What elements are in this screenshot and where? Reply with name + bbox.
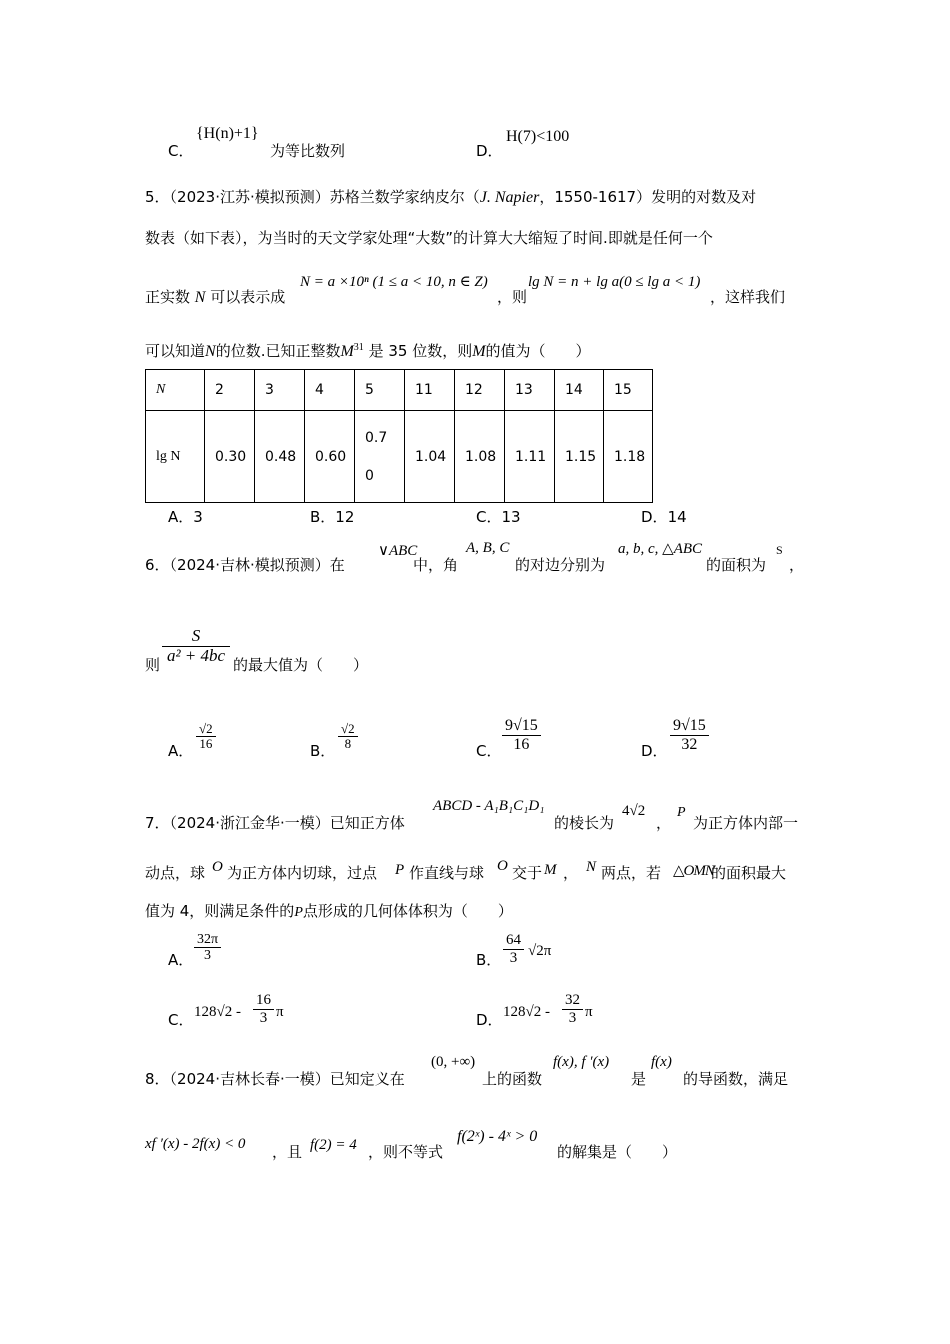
frac-num: 9√15 bbox=[670, 717, 709, 736]
table-cell: 0.30 bbox=[205, 411, 255, 503]
q7-triangle: △OMN bbox=[673, 863, 714, 879]
q6-option-b-fraction bbox=[338, 722, 358, 752]
table-cell: 14 bbox=[555, 370, 604, 411]
q5-text: 可以表示成 bbox=[210, 288, 286, 306]
q7-option-b-letter: B． bbox=[476, 951, 502, 969]
q5-text: 可以知道 bbox=[145, 342, 206, 360]
q8-text: 的导函数，满足 bbox=[683, 1070, 789, 1088]
frac-den: 3 bbox=[509, 949, 518, 966]
frac-den: 8 bbox=[344, 736, 352, 752]
option-letter: C． bbox=[476, 508, 502, 526]
q6-option-c-fraction bbox=[502, 717, 541, 753]
q6-option-b-letter: B． bbox=[310, 742, 336, 760]
option-value: 3 bbox=[193, 508, 203, 526]
table-cell: 5 bbox=[355, 370, 405, 411]
q8-line-1 bbox=[145, 1069, 405, 1089]
q5-source: （2023·江苏·模拟预测） bbox=[169, 188, 330, 206]
q7-text: 的面积最大 bbox=[711, 864, 787, 882]
q6-triangle: ∨ABC bbox=[378, 543, 418, 559]
q6-text: ， bbox=[789, 556, 805, 574]
q5-var-n: N bbox=[205, 343, 216, 360]
q7-var-p: P bbox=[677, 805, 686, 820]
q5-line-4 bbox=[145, 338, 591, 362]
q7-var-m: M bbox=[544, 862, 557, 878]
q7-option-c-letter: C． bbox=[168, 1011, 194, 1029]
q6-text: 则 bbox=[145, 656, 161, 674]
q7-option-b-tail: √2π bbox=[528, 943, 552, 959]
log-table bbox=[145, 369, 653, 503]
q6-area-s: S bbox=[776, 543, 783, 557]
q5-text: ，这样我们 bbox=[710, 288, 786, 306]
q7-option-d-letter: D． bbox=[476, 1011, 503, 1029]
table-cell: 13 bbox=[505, 370, 555, 411]
table-row bbox=[146, 411, 653, 503]
q6-text: 在 bbox=[329, 556, 345, 574]
frac-den: 16 bbox=[513, 735, 530, 753]
q7-text: 交于 bbox=[512, 864, 543, 882]
frac-num: √2 bbox=[338, 722, 358, 737]
q5-var-n: N bbox=[194, 289, 206, 306]
q6-option-a-fraction bbox=[196, 722, 216, 752]
q7-text: 的棱长为 bbox=[554, 814, 615, 832]
table-cell: 1.04 bbox=[405, 411, 455, 503]
q7-line-1 bbox=[145, 813, 405, 833]
q8-fx: f(x) bbox=[651, 1054, 672, 1070]
q6-frac-num: S bbox=[162, 627, 230, 647]
q7-text: 值为 4，则满足条件的 bbox=[145, 902, 295, 920]
q4-option-d-math: H(7)<100 bbox=[506, 128, 570, 145]
frac-den: 3 bbox=[568, 1009, 577, 1026]
frac-den: 16 bbox=[199, 736, 213, 752]
q7-var-o: O bbox=[497, 858, 508, 874]
q7-var-p: P bbox=[395, 862, 405, 878]
q7-option-d-tail: π bbox=[585, 1004, 593, 1020]
q4-option-c-math: {H(n)+1} bbox=[196, 125, 259, 142]
frac-num: 32π bbox=[194, 932, 221, 948]
q5-text: ，则 bbox=[497, 288, 528, 306]
q7-line-2a: 动点，球 bbox=[145, 864, 206, 882]
q5-line-3 bbox=[145, 287, 285, 308]
table-cell: 1.08 bbox=[455, 411, 505, 503]
q7-text: 为正方体内部一 bbox=[693, 814, 799, 832]
q6-number: 6． bbox=[145, 556, 170, 574]
frac-num: 32 bbox=[562, 992, 583, 1010]
q6-option-d-fraction bbox=[670, 717, 709, 753]
option-value: 14 bbox=[667, 508, 687, 526]
q6-option-d-letter: D． bbox=[641, 742, 668, 760]
q5-line-1 bbox=[145, 187, 756, 208]
q7-var-o: O bbox=[212, 859, 223, 875]
q6-frac-den: a² + 4bc bbox=[166, 645, 226, 665]
frac-den: 3 bbox=[259, 1009, 268, 1026]
q7-option-d-head: 128√2 - bbox=[503, 1004, 550, 1020]
q7-text: ， bbox=[656, 814, 672, 832]
q5-text: ，1550-1617）发明的对数及对 bbox=[539, 188, 757, 206]
q4-option-c-text: 为等比数列 bbox=[270, 142, 346, 160]
q8-interval: (0, +∞) bbox=[431, 1054, 476, 1070]
q5-text: 正实数 bbox=[145, 288, 191, 306]
q8-source: （2024·吉林长春·一模） bbox=[169, 1070, 330, 1088]
q8-text: 的解集是（ ） bbox=[557, 1143, 678, 1161]
q8-text: ，且 bbox=[272, 1143, 303, 1161]
table-row bbox=[146, 370, 653, 411]
q5-option-b bbox=[310, 507, 354, 527]
q7-option-c-tail: π bbox=[276, 1004, 284, 1020]
table-cell: 15 bbox=[604, 370, 653, 411]
option-letter: A． bbox=[168, 508, 194, 526]
q5-line-2: 数表（如下表），为当时的天文学家处理“大数”的计算大大缩短了时间.即就是任何一个 bbox=[145, 229, 713, 247]
q7-option-c-head: 128√2 - bbox=[194, 1004, 241, 1020]
q5-exponent: 31 bbox=[353, 342, 364, 353]
q5-option-c bbox=[476, 507, 521, 527]
frac-num: 9√15 bbox=[502, 717, 541, 736]
option-value: 13 bbox=[501, 508, 521, 526]
table-cell: 12 bbox=[455, 370, 505, 411]
q7-text: 点形成的几何体体积为（ ） bbox=[302, 902, 513, 920]
q8-inequality-1: xf ′(x) - 2f(x) < 0 bbox=[145, 1136, 246, 1152]
q5-formula-2: lg N = n + lg a(0 ≤ lg a < 1) bbox=[528, 274, 701, 290]
table-cell: 3 bbox=[255, 370, 305, 411]
q7-text: ， bbox=[563, 864, 579, 882]
q8-condition: f(2) = 4 bbox=[310, 1137, 357, 1153]
q7-source: （2024·浙江金华·一模） bbox=[169, 814, 330, 832]
q6-angles: A, B, C bbox=[466, 540, 510, 556]
table-cell: 0.70 bbox=[355, 411, 405, 503]
q8-text: 已知定义在 bbox=[329, 1070, 405, 1088]
table-cell: 1.15 bbox=[555, 411, 604, 503]
frac-den: 3 bbox=[204, 948, 212, 964]
table-head-n: N bbox=[146, 370, 205, 411]
table-head-lgn: lg N bbox=[146, 411, 205, 503]
frac-num: √2 bbox=[196, 722, 216, 737]
q5-text: 是 35 位数，则 bbox=[368, 342, 473, 360]
q7-cube: ABCD - A₁B₁C₁D₁ bbox=[433, 798, 545, 814]
q6-line-1 bbox=[145, 555, 345, 575]
q5-option-a bbox=[168, 507, 203, 527]
q5-formula-1: N = a ×10ⁿ (1 ≤ a < 10, n ∈ Z) bbox=[300, 274, 488, 290]
q6-text: 的对边分别为 bbox=[515, 556, 606, 574]
table-cell: 1.11 bbox=[505, 411, 555, 503]
q6-text: 中，角 bbox=[413, 556, 459, 574]
q7-edge: 4√2 bbox=[622, 803, 646, 819]
frac-num: 16 bbox=[253, 992, 274, 1010]
q8-inequality-2: f(2ˣ) - 4ˣ > 0 bbox=[457, 1128, 538, 1145]
q8-text: ，则不等式 bbox=[368, 1143, 444, 1161]
q8-text: 上的函数 bbox=[482, 1070, 543, 1088]
q7-option-a-fraction bbox=[194, 932, 221, 964]
q7-text: 作直线与球 bbox=[409, 864, 485, 882]
q5-text: 苏格兰数学家纳皮尔（ bbox=[329, 188, 480, 206]
q6-source: （2024·吉林·模拟预测） bbox=[169, 556, 330, 574]
q5-number: 5． bbox=[145, 188, 170, 206]
table-cell: 4 bbox=[305, 370, 355, 411]
q7-line-3 bbox=[145, 901, 513, 923]
q5-text: 的值为（ ） bbox=[485, 342, 591, 360]
q8-number: 8． bbox=[145, 1070, 170, 1088]
q6-option-c-letter: C． bbox=[476, 742, 502, 760]
q7-option-b-fraction bbox=[503, 932, 524, 966]
q5-option-d bbox=[641, 507, 687, 527]
q7-option-d-fraction bbox=[562, 992, 583, 1026]
q5-var-m: M bbox=[472, 343, 486, 360]
q5-name-en: J. Napier bbox=[479, 189, 540, 206]
q7-var-n: N bbox=[586, 859, 597, 875]
q6-sides: a, b, c, △ABC bbox=[618, 541, 703, 557]
q5-var-m: M bbox=[340, 343, 354, 360]
q4-option-c-letter: C． bbox=[168, 142, 194, 160]
q7-number: 7． bbox=[145, 814, 170, 832]
q7-text: 两点，若 bbox=[601, 864, 662, 882]
table-cell: 0.48 bbox=[255, 411, 305, 503]
table-cell: 0.60 bbox=[305, 411, 355, 503]
table-cell: 11 bbox=[405, 370, 455, 411]
q6-text: 的最大值为（ ） bbox=[233, 656, 369, 674]
q6-fraction bbox=[162, 627, 230, 665]
frac-num: 64 bbox=[503, 932, 524, 950]
table-cell: 2 bbox=[205, 370, 255, 411]
q7-text: 已知正方体 bbox=[329, 814, 405, 832]
q7-text: 为正方体内切球，过点 bbox=[227, 864, 378, 882]
q7-option-c-fraction bbox=[253, 992, 274, 1026]
option-letter: B． bbox=[310, 508, 336, 526]
table-cell: 1.18 bbox=[604, 411, 653, 503]
q5-text: 的位数.已知正整数 bbox=[215, 342, 341, 360]
q4-option-d-letter: D． bbox=[476, 142, 503, 160]
q7-option-a-letter: A． bbox=[168, 951, 194, 969]
frac-den: 32 bbox=[681, 735, 698, 753]
q6-option-a-letter: A． bbox=[168, 742, 194, 760]
q7-var-p: P bbox=[294, 905, 303, 920]
option-value: 12 bbox=[335, 508, 355, 526]
q8-text: 是 bbox=[631, 1070, 647, 1088]
option-letter: D． bbox=[641, 508, 668, 526]
q8-functions: f(x), f ′(x) bbox=[553, 1054, 610, 1070]
q6-text: 的面积为 bbox=[706, 556, 767, 574]
